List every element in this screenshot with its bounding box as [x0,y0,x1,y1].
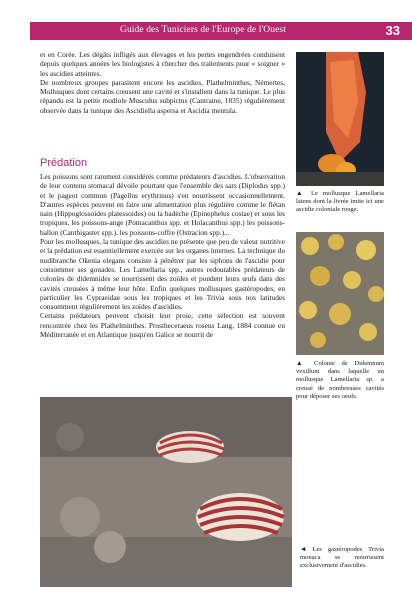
caption-photo-mid: ▲ Colonie de Didemnum vexillum dans laquelle un mollusque Lamellaria sp. a creusé de nombreuses cavités pour déposer ses oeufs. [296,360,384,400]
caption-photo-top: ▲ Le mollusque Lamellaria latens dont la livrée imite ici une ascidie coloniale rouge. [296,190,384,214]
photo-didemnum-vexillum [296,232,384,355]
page-header [0,0,412,42]
section-heading: Prédation [40,157,88,169]
caption-photo-big: ◄ Les gastéropodes Trivia monaca se nourrissent exclusivement d'ascidies. [300,546,384,570]
intro-paragraph: et en Corée. Les dégâts infligés aux élevages et les pertes engendrées conduisent depuis quelques années les biologistes à chercher des traitements pour « soigner » les ascidies atteintes. [40,50,285,78]
running-title: Guide des Tuniciers de l'Europe de l'Ouest [120,25,286,35]
photo-trivia-monaca [40,397,292,587]
body-paragraph: Les poissons sont rarement considérés comme prédateurs d'ascidies. L'observation de leur contenu stomacal dévoile pourtant que l'ensemble des sars (Diplodus spp.) et le pageot commun (Pagellus erythrinus) s'en nourrissent occasionnellement. D'autres espèces peuvent en faire une alimentation plus régulière comme le flétan nain (Hippoglossoides platessoides) ou la badèche (Epinephelus costae) et sous les tropiques, les poissons-ange (Pomacanthus spp. et Holacanthus spp.) les poissons-ballon (Canthigaster spp.), les poissons-coffre (Ostracion spp.)... [40,172,285,237]
page-number: 33 [385,23,400,38]
intro-paragraph: De nombreux groupes parasitent encore les ascidies, Plathelminthes, Némertes, Mollusques dont certains creusent une cavité et s'installent dans la tunique. Le plus répandu est la petite modiole Musculus subpictus (Cantraine, 1835) régulièrement observée dans la tunique des Ascidiella aspersa et Ascidia mentula. [40,77,285,115]
body-paragraph: Pour les mollusques, la tunique des ascidies ne présente que peu de valeur nutritive et la prédation est essentiellement exercée sur les organes internes. La technique du nudibranche Okenia elegans consiste à pénétrer par les siphons de l'ascidie pour consommer ses gonades. Les Lamellaria spp., autres redoutables prédateurs de colonies de didemnides se nourrissent des zoïdes et pondent leurs œufs dans des cavités creusées à même leur hôte. Enfin quelques mollusques gastéropodes, en particulier les Cypraeidae sous les tropiques et les Trivia sous nos latitudes consomment régulièrement les zoïdes d'ascidies. [40,237,285,312]
intro-text [40,50,285,115]
predation-text [40,172,285,339]
photo-lamellaria-latens [296,52,384,186]
body-paragraph: Certains prédateurs peuvent choisir leur proie, cette sélection est souvent rencontrée chez les Plathelminthes. Prostheceraeus roseus Lang, 1884 connue en Méditerranée et en Atlantique jusqu'en Galice se nourrit de [40,311,285,340]
